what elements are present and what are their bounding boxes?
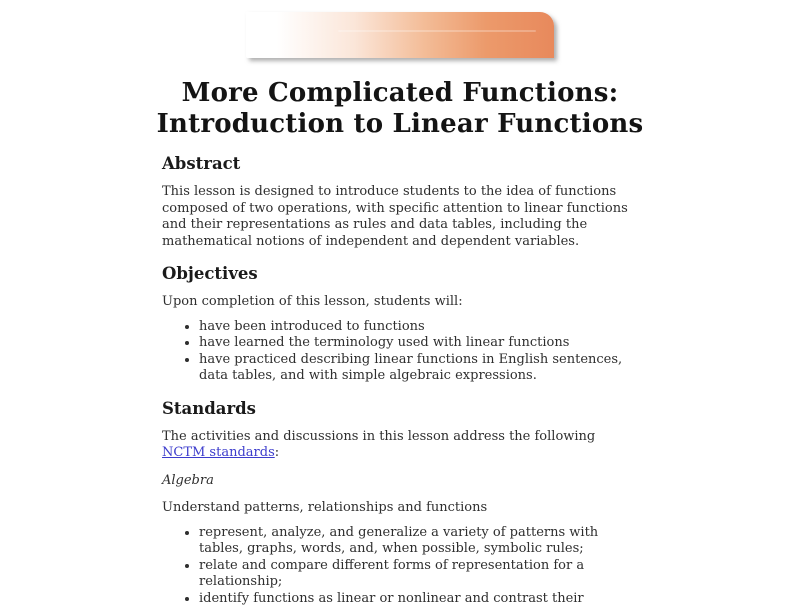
- objectives-heading: Objectives: [162, 264, 258, 283]
- banner-gloss-highlight: [338, 30, 535, 32]
- objectives-intro: Upon completion of this lesson, students will:: [162, 294, 463, 309]
- decorative-gradient-banner: [246, 12, 554, 58]
- standard-item: • represent, analyze, and generalize a variety of patterns with tables, graphs, words, and, when possible, symbolic rules;: [199, 525, 638, 558]
- standards-intro-colon: :: [274, 445, 280, 460]
- abstract-heading: Abstract: [162, 154, 241, 173]
- page-title-line-2: Introduction to Linear Functions: [156, 109, 644, 139]
- document-body: [162, 154, 638, 607]
- standards-strand-goal: Understand patterns, relationships and functions: [162, 500, 488, 515]
- standard-item: • relate and compare different forms of representation for a relationship;: [199, 558, 638, 591]
- objectives-list: [162, 319, 638, 385]
- objective-item: • have been introduced to functions: [199, 319, 638, 336]
- standards-heading: Standards: [162, 398, 256, 418]
- nctm-standards-link[interactable]: NCTM standards: [162, 445, 275, 460]
- standards-list: [162, 525, 638, 608]
- page-title: [0, 78, 800, 140]
- objective-item: • have learned the terminology used with linear functions: [199, 335, 638, 352]
- lesson-page: [0, 12, 800, 612]
- standards-strand-title: Algebra: [162, 472, 214, 488]
- standards-intro: [162, 429, 638, 462]
- standard-item: • identify functions as linear or nonlinear and contrast their: [199, 591, 638, 608]
- standards-intro-text: The activities and discussions in this lesson address the following: [162, 428, 596, 444]
- objective-item: • have practiced describing linear functions in English sentences, data tables, and with simple algebraic expressions.: [199, 352, 638, 385]
- page-title-line-1: More Complicated Functions:: [181, 78, 619, 108]
- abstract-paragraph: This lesson is designed to introduce students to the idea of functions composed of two operations, with specific attention to linear functions and their representations as rules and data tables, including the mathematical notions of independent and dependent variables.: [162, 184, 628, 249]
